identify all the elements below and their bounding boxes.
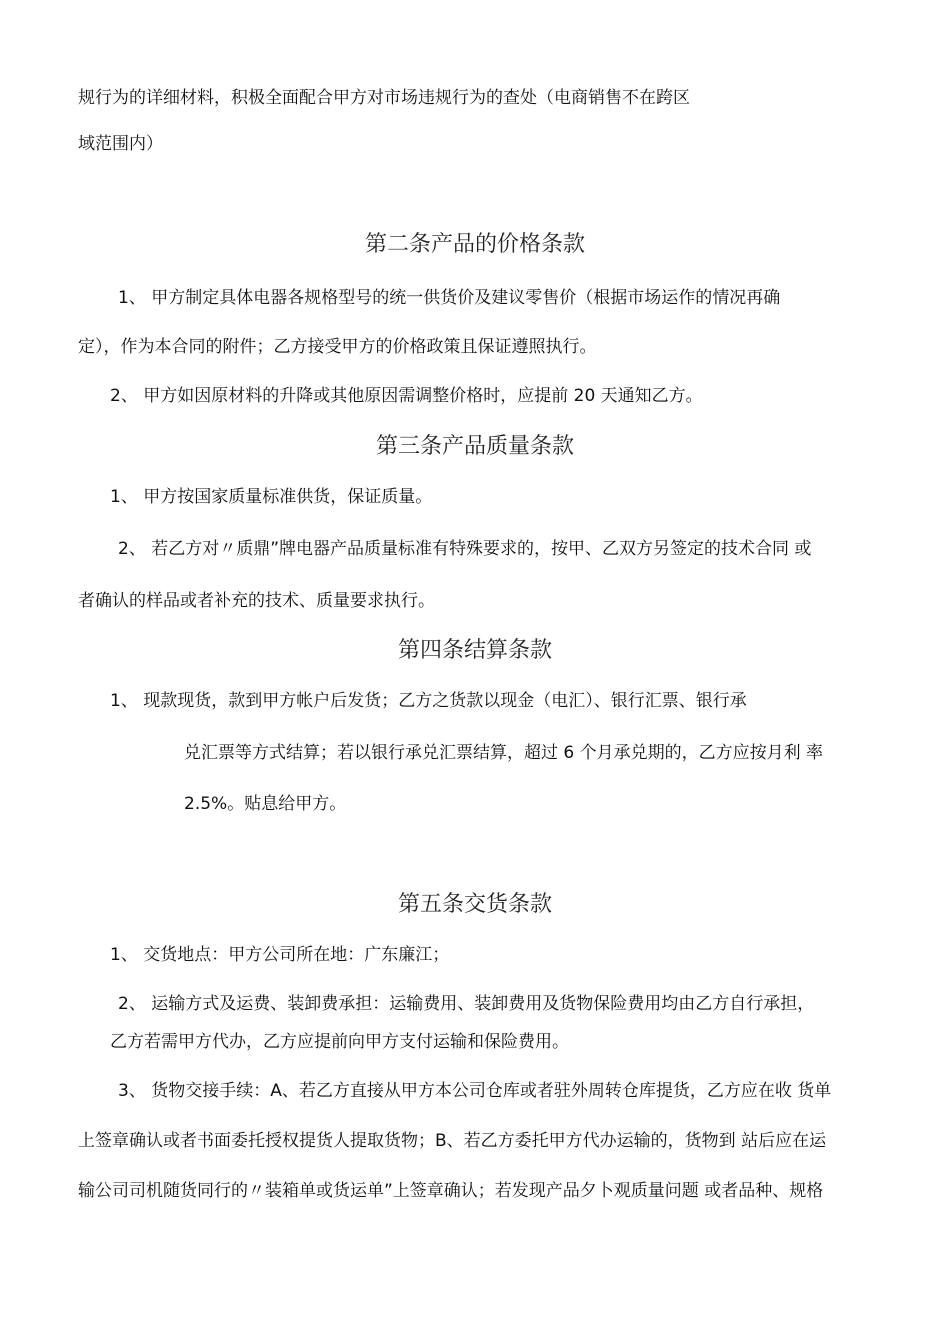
article-5-item-2-line-2: 乙方若需甲方代办，乙方应提前向甲方支付运输和保险费用。 (110, 1032, 569, 1052)
intro-line-2: 域范围内） (78, 134, 163, 154)
article-2-item-2: 2、 甲方如因原材料的升降或其他原因需调整价格时，应提前 20 天通知乙方。 (110, 386, 703, 406)
article-2-item-1-line-2: 定），作为本合同的附件；乙方接受甲方的价格政策且保证遵照执行。 (78, 337, 597, 357)
article-2-heading: 第二条产品的价格条款 (364, 232, 585, 257)
article-4-item-1-line-2: 兑汇票等方式结算；若以银行承兑汇票结算，超过 6 个月承兑期的，乙方应按月利 率 (184, 743, 824, 763)
article-4-heading: 第四条结算条款 (397, 638, 552, 663)
article-4-item-1-line-3: 2.5%。贴息给甲方。 (184, 794, 347, 814)
article-5-item-3-line-2: 上签章确认或者书面委托授权提货人提取货物；B、若乙方委托甲方代办运输的，货物到 站后应在运 (78, 1131, 827, 1151)
article-3-item-1: 1、 甲方按国家质量标准供货，保证质量。 (110, 487, 433, 507)
article-5-item-1: 1、 交货地点：甲方公司所在地：广东廉江； (110, 945, 450, 965)
article-5-item-2-line-1: 2、 运输方式及运费、装卸费承担：运输费用、装卸费用及货物保险费用均由乙方自行承担， (118, 994, 815, 1014)
article-3-item-2-line-2: 者确认的样品或者补充的技术、质量要求执行。 (78, 591, 435, 611)
article-4-item-1-line-1: 1、 现款现货，款到甲方帐户后发货；乙方之货款以现金（电汇）、银行汇票、银行承 (110, 691, 747, 711)
intro-line-1: 规行为的详细材料，积极全面配合甲方对市场违规行为的查处（电商销售不在跨区 (78, 88, 690, 108)
article-3-heading: 第三条产品质量条款 (375, 434, 574, 459)
article-5-heading: 第五条交货条款 (397, 892, 552, 917)
article-5-item-3-line-3: 输公司司机随货同行的〃装箱单或货运单”上签章确认；若发现产品夕卜观质量问题 或者品种、规格 (78, 1181, 824, 1201)
article-2-item-1-line-1: 1、 甲方制定具体电器各规格型号的统一供货价及建议零售价（根据市场运作的情况再确 (118, 288, 781, 308)
article-3-item-2-line-1: 2、 若乙方对〃质鼎”牌电器产品质量标准有特殊要求的，按甲、乙双方另签定的技术合同 或 (118, 539, 812, 559)
article-5-item-3-line-1: 3、 货物交接手续：A、若乙方直接从甲方本公司仓库或者驻外周转仓库提货，乙方应在收 货单 (118, 1081, 832, 1101)
